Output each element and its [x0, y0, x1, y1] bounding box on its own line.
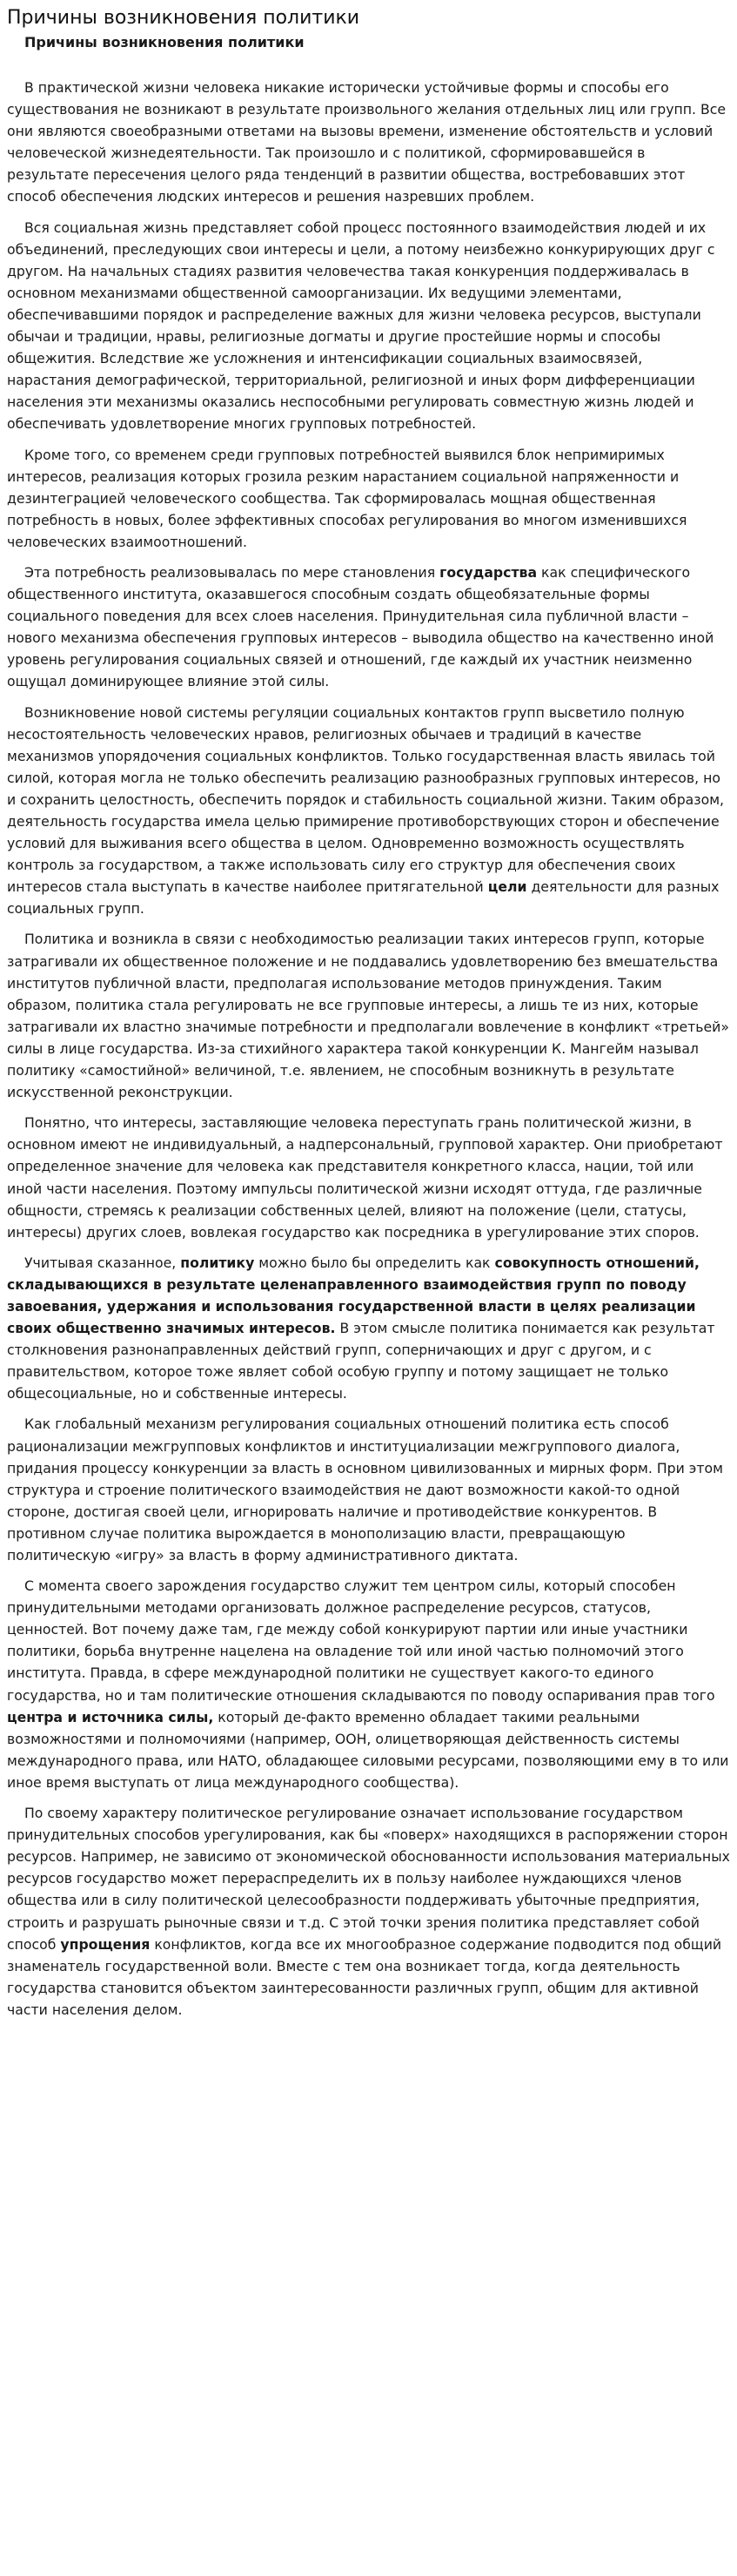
paragraph-text: По своему характеру политическое регулирование означает использование государством принудительных способов урегулирования, как бы «поверх» находящихся в распоряжении сторон ресурсов. Например, не зависимо от экономической обоснованности использования материальных ресурсов государство может перераспределить их в пользу наиболее нуждающихся членов общества или в силу политической целесообразности поддерживать убыточные предприятия, строить и разрушать рыночные связи и т.д. С этой точки зрения политика представляет собой способ — [7, 1805, 730, 1953]
paragraph-text: С момента своего зарождения государство служит тем центром силы, который способен принудительными методами организовать должное распределение ресурсов, статусов, ценностей. Вот почему даже там, где между собой конкурируют партии или иные участники политики, борьба внутренне нацелена на овладение той или иной частью полномочий этого института. Правда, в сфере международной политики не существует какого-то единого государства, но и там политические отношения складываются по поводу оспаривания прав того — [7, 1577, 715, 1704]
bold-text: совокупность отношений, складывающихся в результате целенаправленного взаимодействия групп по поводу завоевания, удержания и использования государственной власти в целях реализации своих общественно значимых интересов. — [7, 1254, 700, 1337]
bold-text: политику — [180, 1254, 255, 1271]
paragraph-text: В практической жизни человека никакие исторически устойчивые формы и способы его существования не возникают в результате произвольного желания отдельных лиц или групп. Все они являются своеобразными ответами на вызовы времени, изменение обстоятельств и условий человеческой жизнедеятельности. Так произошло и с политикой, сформировавшейся в результате пересечения целого ряда тенденций в развитии общества, востребовавших этот способ обеспечения людских интересов и решения назревших проблем. — [7, 79, 727, 205]
paragraph-text: который де-факто временно обладает такими реальными возможностями и полномочиями (например, ООН, олицетворяющая действенность системы международного права, или НАТО, обладающее силовыми ресурсами, позволяющими ему в то или иное время выступать от лица международного сообщества). — [7, 1708, 729, 1791]
bold-text: государства — [439, 563, 538, 581]
paragraph-text: Кроме того, со временем среди групповых потребностей выявился блок непримиримых интересов, реализация которых грозила резким нарастанием социальной напряженности и дезинтеграцией человеческого сообщества. Так сформировалась мощная общественная потребность в новых, более эффективных способах регулирования во многом изменившихся человеческих взаимоотношений. — [7, 446, 687, 550]
paragraph-text: Вся социальная жизнь представляет собой процесс постоянного взаимодействия людей и их объединений, преследующих свои интересы и цели, а потому неизбежно конкурирующих друг с другом. На начальных стадиях развития человечества такая конкуренция поддерживалась в основном механизмами общественной самоорганизации. Их ведущими элементами, обеспечивавшими порядок и распределение важных для жизни человека ресурсов, выступали обычаи и традиции, нравы, религиозные догматы и другие простейшие нормы и способы общежития. Вследствие же усложнения и интенсификации социальных взаимосвязей, нарастания демографической, территориальной, религиозной и иных форм дифференциации населения эти механизмы оказались неспособными регулировать совместную жизнь людей и обеспечивать удовлетворение многих групповых потребностей. — [7, 219, 715, 433]
paragraph — [7, 1112, 730, 1243]
paragraph — [7, 702, 730, 920]
paragraph-text: В этом смысле политика понимается как результат столкновения разнонаправленных действий групп, соперничающих и друг с другом, и с правительством, которое тоже являет собой особую группу и потому защищает не только общесоциальные, но и собственные интересы. — [7, 1320, 715, 1402]
paragraph-text: как специфического общественного института, оказавшегося способным создать общеобязательные формы социального поведения для всех слоев населения. Принудительная сила публичной власти – нового механизма обеспечения групповых интересов – выводила общество на качественно иной уровень регулирования социальных связей и отношений, где каждый их участник неизменно ощущал доминирующее влияние этой силы. — [7, 563, 714, 690]
paragraph-text: Понятно, что интересы, заставляющие человека переступать грань политической жизни, в основном имеют не индивидуальный, а надперсональный, групповой характер. Они приобретают определенное значение для человека как представителя конкретного класса, нации, той или иной части населения. Поэтому импульсы политической жизни исходят оттуда, где различные общности, стремясь к реализации собственных целей, влияют на положение (цели, статусы, интересы) других слоев, вовлекая государство как посредника в урегулирование этих споров. — [7, 1114, 723, 1241]
bold-text: упрощения — [60, 1935, 151, 1953]
paragraph — [7, 1575, 730, 1793]
paragraph — [7, 928, 730, 1103]
paragraph-text: можно было бы определить как — [254, 1254, 495, 1271]
paragraph-text: Учитывая сказанное, — [24, 1254, 181, 1271]
paragraph — [7, 77, 730, 208]
paragraph — [7, 1413, 730, 1566]
paragraph-text: Как глобальный механизм регулирования социальных отношений политика есть способ рационализации межгрупповых конфликтов и институциализации межгруппового диалога, придания процессу конкуренции за власть в основном цивилизованных и мирных форм. При этом структура и строение политического взаимодействия не дают возможности какой-то одной стороне, достигая своей цели, игнорировать наличие и противодействие конкурентов. В противном случае политика вырождается в монополизацию власти, превращающую политическую «игру» за власть в форму административного диктата. — [7, 1416, 723, 1564]
paragraph-text: Политика и возникла в связи с необходимостью реализации таких интересов групп, которые затрагивали их общественное положение и не поддавались удовлетворению без вмешательства институтов публичной власти, предполагая использование методов принуждения. Таким образом, политика стала регулировать не все групповые интересы, а лишь те из них, которые затрагивали их властно значимые потребности и предполагали вовлечение в конфликт «третьей» силы в лице государства. Из-за стихийного характера такой конкуренции К. Мангейм называл политику «самостийной» величиной, т.е. явлением, не способным возникнуть в результате искусственной реконструкции. — [7, 931, 729, 1101]
paragraph-text: Эта потребность реализовывалась по мере становления — [24, 563, 440, 581]
article-body — [7, 77, 730, 2021]
paragraph — [7, 217, 730, 435]
paragraph-text: деятельности для разных социальных групп. — [7, 878, 720, 918]
page-title: Причины возникновения политики — [7, 7, 360, 29]
paragraph — [7, 1802, 730, 2021]
bold-text: центра и источника силы, — [7, 1708, 214, 1725]
paragraph — [7, 562, 730, 693]
paragraph-text: конфликтов, когда все их многообразное содержание подводится под общий знаменатель государственной воли. Вместе с тем она возникает тогда, когда деятельность государства становится объектом заинтересованности различных групп, общим для активной части населения делом. — [7, 1935, 722, 2018]
bold-text: цели — [487, 878, 527, 896]
paragraph-text: Возникновение новой системы регуляции социальных контактов групп высветило полную несостоятельность человеческих нравов, религиозных обычаев и традиций в качестве механизмов упорядочения социальных конфликтов. Только государственная власть явилась той силой, которая могла не только обеспечить реализацию разнообразных групповых интересов, но и сохранить целостность, обеспечить порядок и стабильность социальной жизни. Таким образом, деятельность государства имела целью примирение противоборствующих сторон и обеспечение условий для выживания всего общества в целом. Одновременно возможность осуществлять контроль за государством, а также использовать силу его структур для обеспечения своих интересов стала выступать в качестве наиболее притягательной — [7, 703, 725, 896]
paragraph — [7, 1252, 730, 1405]
paragraph — [7, 444, 730, 553]
article-title: Причины возникновения политики — [24, 34, 305, 50]
